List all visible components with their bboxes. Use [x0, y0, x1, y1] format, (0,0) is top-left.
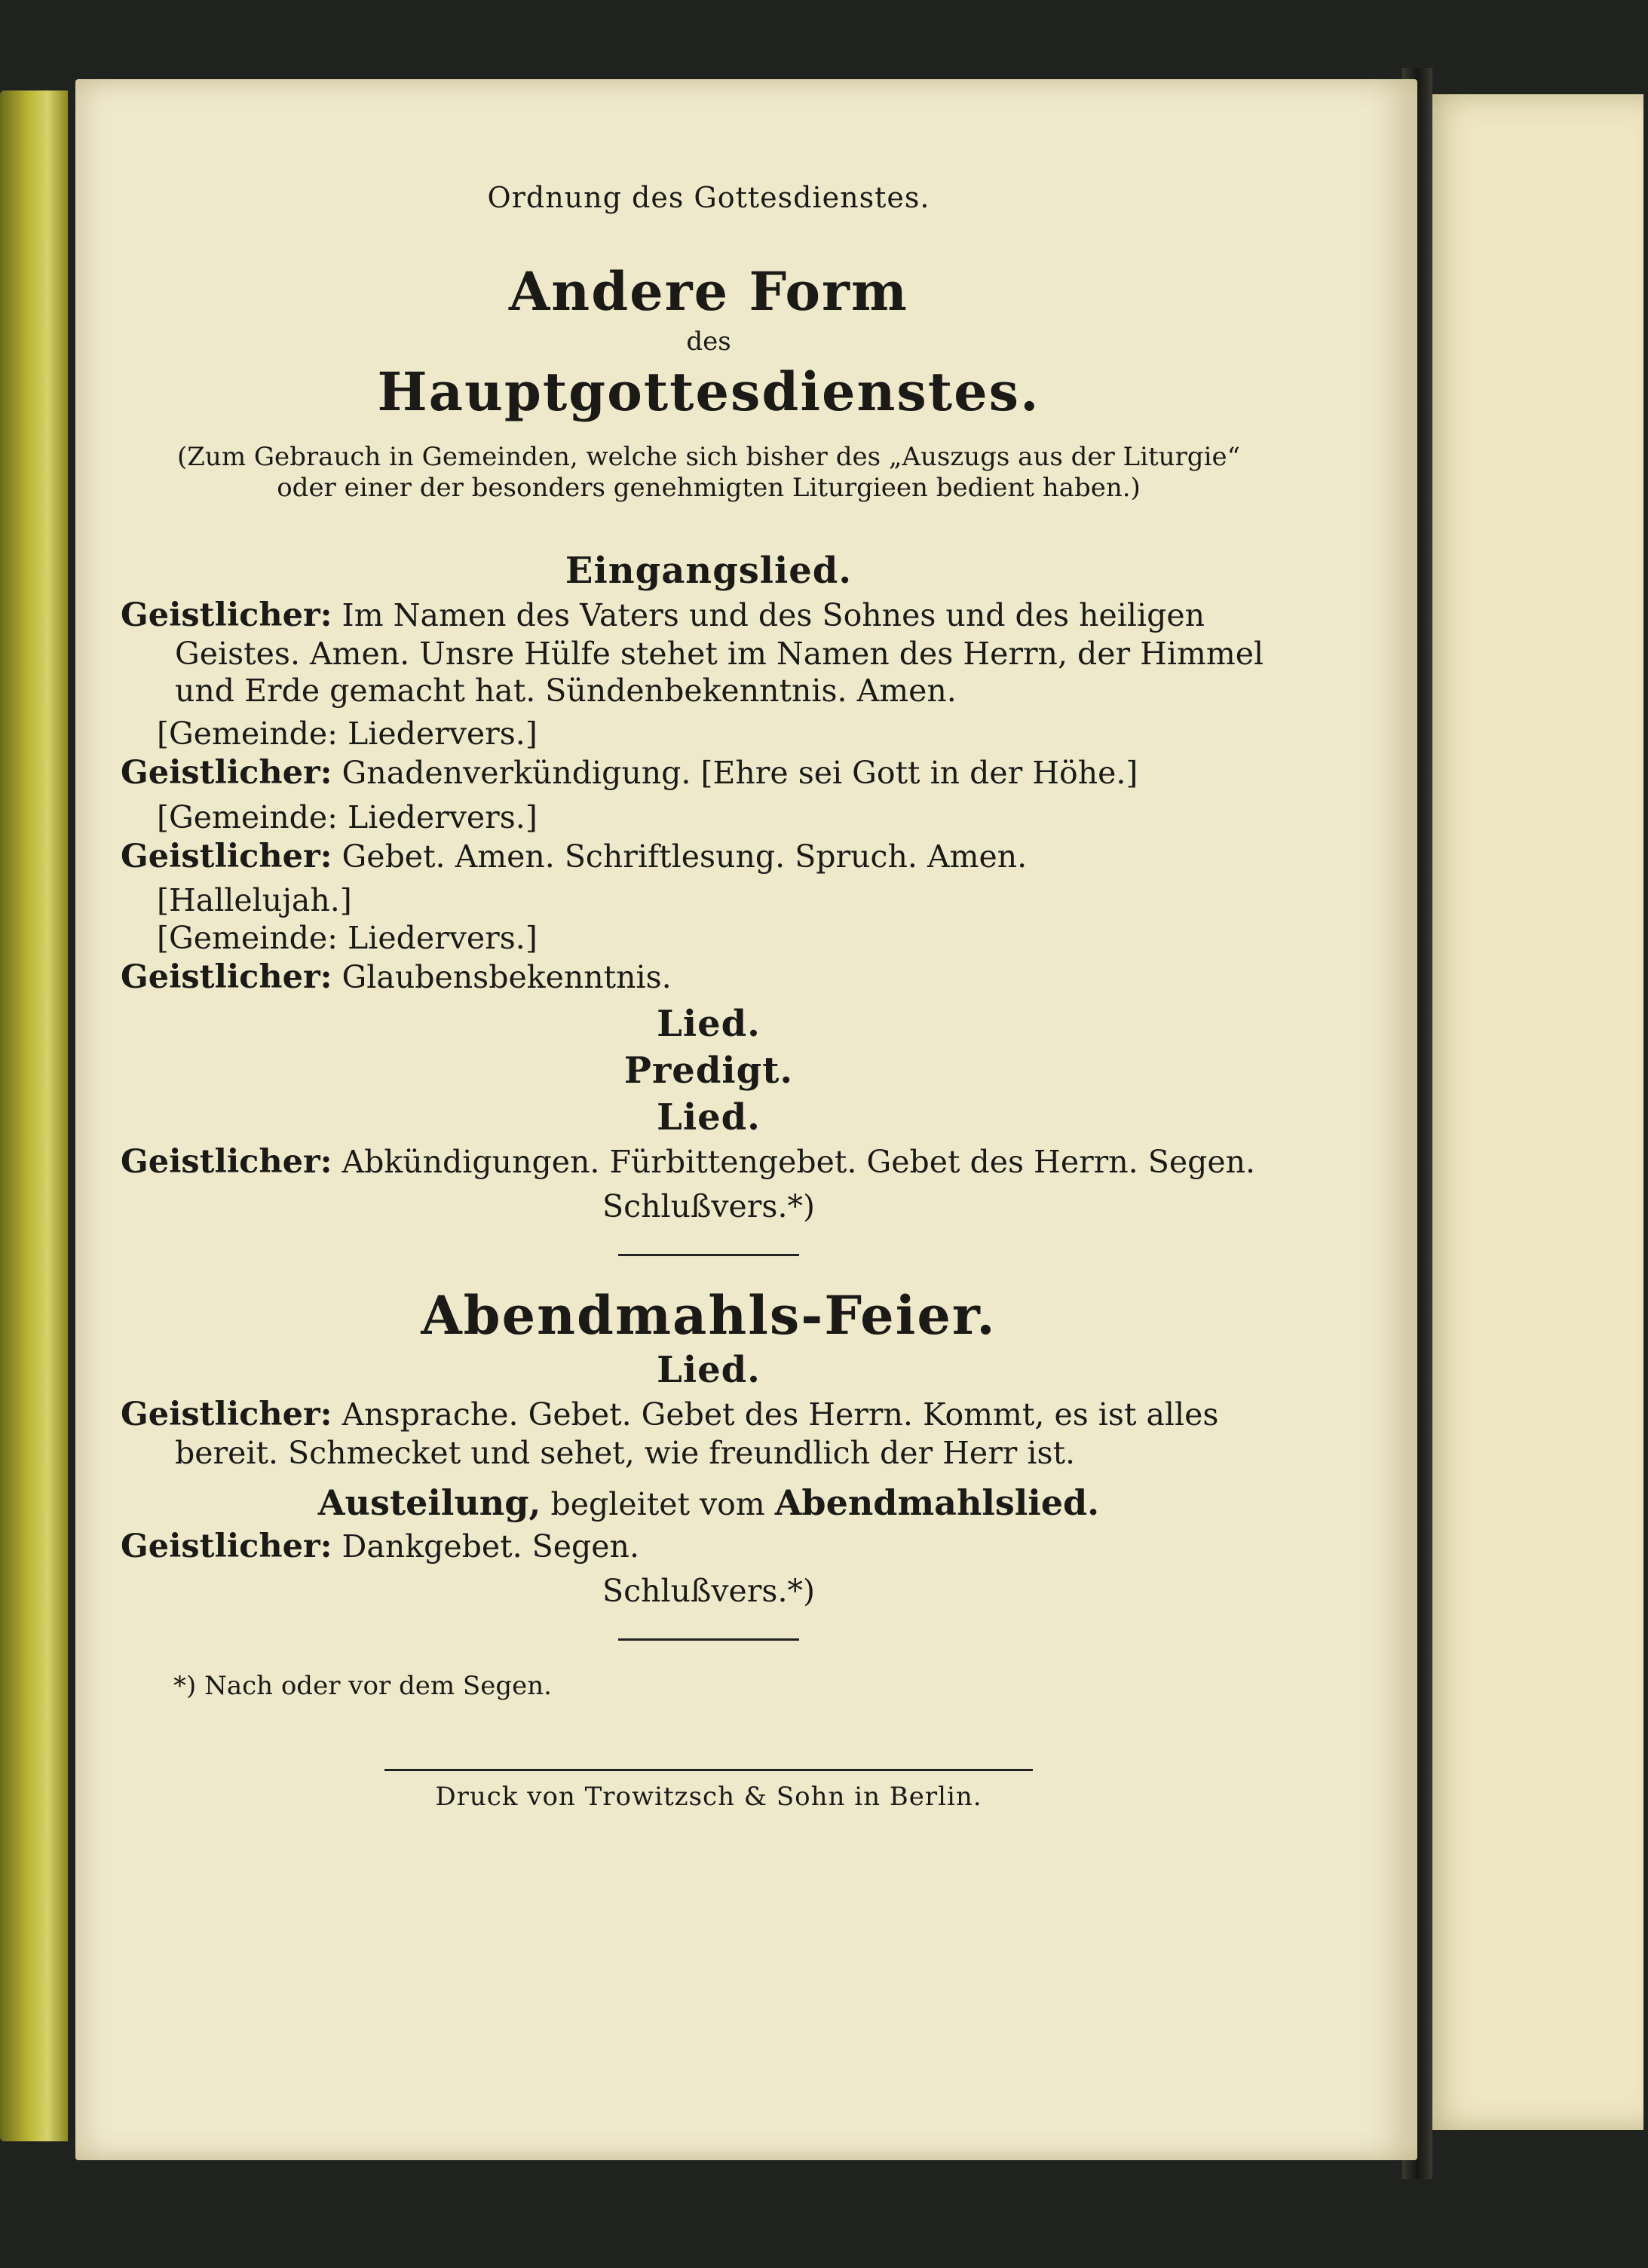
section-divider — [618, 1254, 799, 1256]
role-label: Geistlicher: — [121, 1528, 332, 1565]
page-content — [121, 181, 1297, 1812]
title-line-2: des — [686, 326, 731, 357]
title-line-3: Hauptgottesdienstes. — [377, 360, 1040, 423]
footnote: *) Nach oder vor dem Segen. — [173, 1670, 552, 1701]
liturgy-paragraph-3 — [121, 838, 1297, 877]
heading-predigt: Predigt. — [623, 1050, 794, 1093]
paragraph-text: Im Namen des Vaters und des Sohnes und des heiligen Geistes. Amen. Unsre Hülfe stehet im Namen des Herrn, der Himmel und Erde gemacht hat. Sündenbekenntnis. Amen. — [175, 596, 1264, 709]
closing-verse: Schlußvers.*) — [602, 1572, 815, 1609]
closing-verse: Schlußvers.*) — [602, 1188, 815, 1225]
printer-rule — [384, 1769, 1033, 1771]
austeilung-label: Austeilung, — [317, 1482, 541, 1523]
role-label: Geistlicher: — [121, 958, 332, 996]
role-label: Geistlicher: — [121, 1143, 332, 1182]
heading-lied: Lied. — [657, 1003, 761, 1046]
printer-imprint: Druck von Trowitzsch & Sohn in Berlin. — [435, 1781, 982, 1812]
heading-lied: Lied. — [657, 1096, 761, 1139]
austeilung-middle: begleitet vom — [550, 1486, 765, 1522]
hallelujah-note: [Hallelujah.] — [157, 882, 352, 919]
paragraph-text: Abkündigungen. Fürbittengebet. Gebet des Herrn. Segen. — [342, 1144, 1256, 1181]
congregation-response: [Gemeinde: Liedervers.] — [157, 919, 538, 956]
liturgy-paragraph-1 — [121, 596, 1297, 710]
paragraph-text: Gebet. Amen. Schriftlesung. Spruch. Amen. — [342, 838, 1028, 875]
usage-note — [121, 442, 1297, 504]
title-line-1: Andere Form — [509, 260, 908, 323]
running-head: Ordnung des Gottesdienstes. — [487, 181, 930, 214]
austeilung-hymn: Abendmahlslied. — [774, 1482, 1100, 1523]
role-label: Geistlicher: — [121, 596, 332, 634]
usage-note-line-1: (Zum Gebrauch in Gemeinden, welche sich bisher des „Auszugs aus der Liturgie“ — [177, 442, 1240, 472]
liturgy-paragraph-2 — [121, 754, 1297, 793]
section-divider — [618, 1638, 799, 1641]
liturgy-paragraph-6 — [121, 1396, 1297, 1472]
congregation-response: [Gemeinde: Liedervers.] — [157, 798, 538, 835]
paragraph-text: Gnadenverkündigung. [Ehre sei Gott in der Höhe.] — [342, 755, 1138, 792]
paragraph-text: Ansprache. Gebet. Gebet des Herrn. Kommt, es ist alles bereit. Schmecket und sehet, wie freundlich der Herr ist. — [175, 1396, 1219, 1471]
section-title-abendmahl: Abendmahls-Feier. — [421, 1284, 997, 1347]
liturgy-paragraph-4 — [121, 958, 1297, 998]
paragraph-text: Dankgebet. Segen. — [342, 1528, 639, 1565]
right-facing-page — [1417, 94, 1643, 2130]
book-page-edges — [0, 90, 68, 2141]
austeilung-line — [121, 1482, 1297, 1523]
role-label: Geistlicher: — [121, 754, 332, 792]
heading-eingangslied: Eingangslied. — [565, 549, 853, 592]
congregation-response: [Gemeinde: Liedervers.] — [157, 715, 538, 752]
usage-note-line-2: oder einer der besonders genehmigten Liturgieen bedient haben.) — [277, 473, 1141, 504]
paragraph-text: Glaubensbekenntnis. — [342, 958, 672, 995]
liturgy-paragraph-7 — [121, 1528, 1297, 1567]
role-label: Geistlicher: — [121, 837, 332, 875]
liturgy-paragraph-5 — [121, 1143, 1297, 1182]
heading-lied: Lied. — [657, 1349, 761, 1392]
role-label: Geistlicher: — [121, 1396, 332, 1434]
